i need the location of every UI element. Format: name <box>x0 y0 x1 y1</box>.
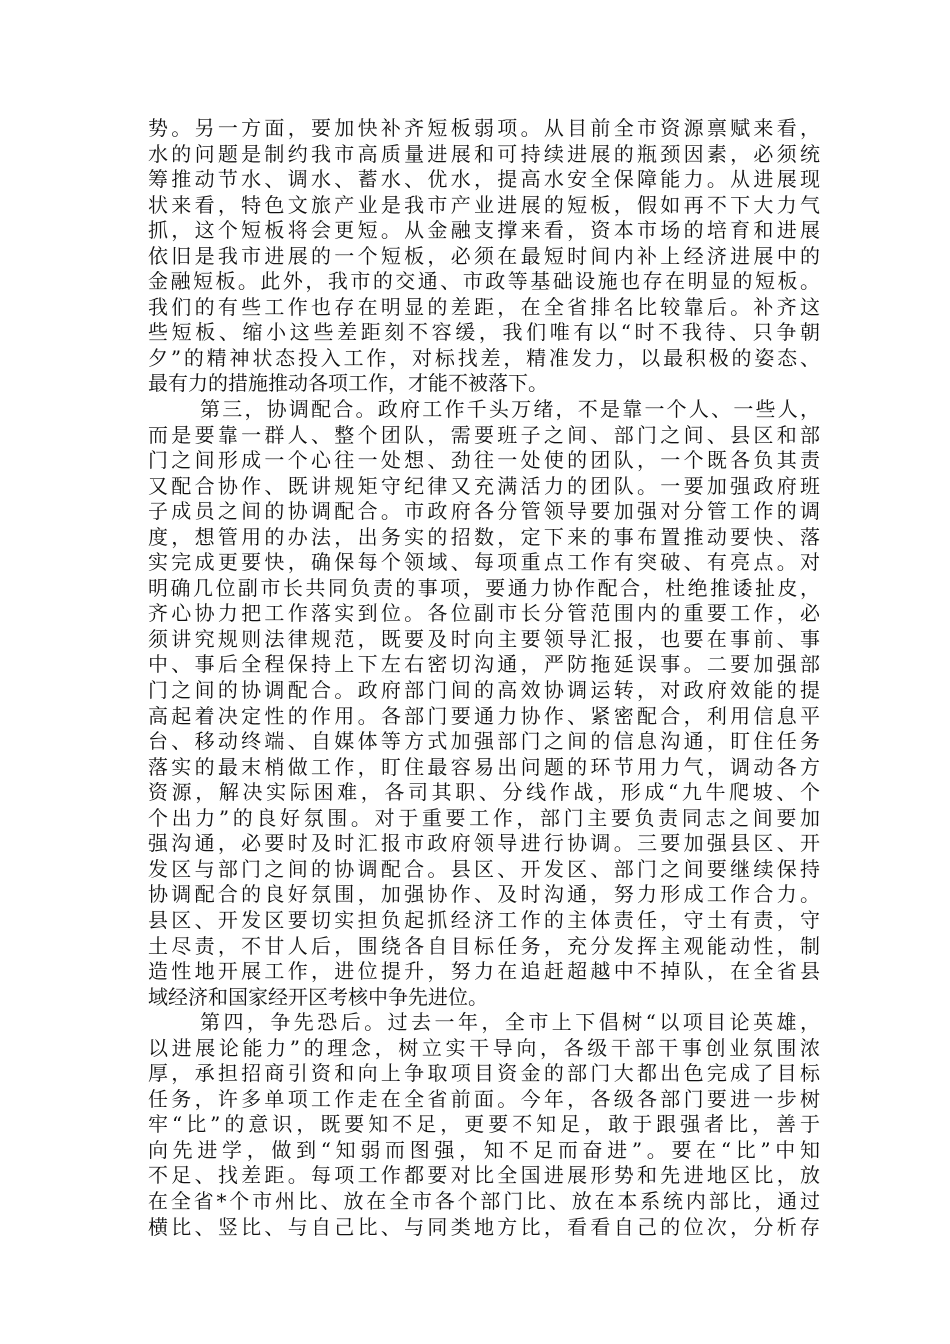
text-line: 筹推动节水、调水、蓄水、优水，提高水安全保障能力。从进展现 <box>148 167 820 192</box>
text-line: 域经济和国家经开区考核中争先进位。 <box>148 984 488 1009</box>
text-line: 门之间形成一个心往一处想、劲往一处使的团队，一个既各负其责 <box>148 448 820 473</box>
paragraph-start-line: 第三，协调配合。政府工作千头万绪，不是靠一个人、一些人， <box>200 397 820 422</box>
text-line: 我们的有些工作也存在明显的差距，在全省排名比较靠后。补齐这 <box>148 294 820 319</box>
text-line: 些短板、缩小这些差距刻不容缓，我们唯有以“时不我待、只争朝 <box>148 320 820 345</box>
text-line: 而是要靠一群人、整个团队，需要班子之间、部门之间、县区和部 <box>148 422 820 447</box>
text-line: 落实的最末梢做工作，盯住最容易出问题的环节用力气，调动各方 <box>148 754 820 779</box>
text-line: 以进展论能力”的理念，树立实干导向，各级干部干事创业氛围浓 <box>148 1035 820 1060</box>
text-line: 最有力的措施推动各项工作，才能不被落下。 <box>148 371 548 396</box>
text-line: 又配合协作、既讲规矩守纪律又充满活力的团队。一要加强政府班 <box>148 473 820 498</box>
text-line: 夕”的精神状态投入工作，对标找差，精准发力，以最积极的姿态、 <box>148 345 820 370</box>
text-line: 金融短板。此外，我市的交通、市政等基础设施也存在明显的短板。 <box>148 269 820 294</box>
text-line: 协调配合的良好氛围，加强协作、及时沟通，努力形成工作合力。 <box>148 882 820 907</box>
text-line: 中、事后全程保持上下左右密切沟通，严防拖延误事。二要加强部 <box>148 652 820 677</box>
text-line: 状来看，特色文旅产业是我市产业进展的短板，假如再不下大力气 <box>148 192 820 217</box>
text-line: 须讲究规则法律规范，既要及时向主要领导汇报，也要在事前、事 <box>148 626 820 651</box>
document-body <box>148 116 820 1240</box>
text-line: 台、移动终端、自媒体等方式加强部门之间的信息沟通，盯住任务 <box>148 729 820 754</box>
text-line: 发区与部门之间的协调配合。县区、开发区、部门之间要继续保持 <box>148 856 820 881</box>
text-line: 不足、找差距。每项工作都要对比全国进展形势和先进地区比，放 <box>148 1163 820 1188</box>
text-line: 度，想管用的办法，出务实的招数，定下来的事布置推动要快、落 <box>148 524 820 549</box>
text-line: 势。另一方面，要加快补齐短板弱项。从目前全市资源禀赋来看， <box>148 116 820 140</box>
text-line: 高起着决定性的作用。各部门要通力协作、紧密配合，利用信息平 <box>148 703 820 728</box>
text-line: 厚，承担招商引资和向上争取项目资金的部门大都出色完成了目标 <box>148 1061 820 1086</box>
text-line: 抓，这个短板将会更短。从金融支撑来看，资本市场的培育和进展 <box>148 218 820 243</box>
text-line: 齐心协力把工作落实到位。各位副市长分管范围内的重要工作，必 <box>148 601 820 626</box>
text-line: 水的问题是制约我市高质量进展和可持续进展的瓶颈因素，必须统 <box>148 141 820 166</box>
text-line: 县区、开发区要切实担负起抓经济工作的主体责任，守土有责，守 <box>148 907 820 932</box>
text-line: 个出力”的良好氛围。对于重要工作，部门主要负责同志之间要加 <box>148 805 820 830</box>
text-line: 在全省*个市州比、放在全市各个部门比、放在本系统内部比，通过 <box>148 1188 820 1213</box>
text-line: 向先进学，做到“知弱而图强，知不足而奋进”。要在“比”中知 <box>148 1137 820 1162</box>
text-line: 牢“比”的意识，既要知不足，更要不知足，敢于跟强者比，善于 <box>148 1112 820 1137</box>
text-line: 子成员之间的协调配合。市政府各分管领导要加强对分管工作的调 <box>148 499 820 524</box>
text-line: 横比、竖比、与自己比、与同类地方比，看看自己的位次，分析存 <box>148 1214 820 1239</box>
text-line: 任务，许多单项工作走在全省前面。今年，各级各部门要进一步树 <box>148 1086 820 1111</box>
text-line: 依旧是我市进展的一个短板，必须在最短时间内补上经济进展中的 <box>148 243 820 268</box>
text-line: 明确几位副市长共同负责的事项，要通力协作配合，杜绝推诿扯皮， <box>148 575 820 600</box>
text-line: 造性地开展工作，进位提升，努力在追赶超越中不掉队，在全省县 <box>148 959 820 984</box>
paragraph-start-line: 第四，争先恐后。过去一年，全市上下倡树“以项目论英雄， <box>200 1010 820 1035</box>
text-line: 实完成更要快，确保每个领域、每项重点工作有突破、有亮点。对 <box>148 550 820 575</box>
text-line: 门之间的协调配合。政府部门间的高效协调运转，对政府效能的提 <box>148 678 820 703</box>
text-line: 土尽责，不甘人后，围绕各自目标任务，充分发挥主观能动性，制 <box>148 933 820 958</box>
text-line: 资源，解决实际困难，各司其职、分线作战，形成“九牛爬坡、个 <box>148 780 820 805</box>
text-line: 强沟通，必要时及时汇报市政府领导进行协调。三要加强县区、开 <box>148 831 820 856</box>
